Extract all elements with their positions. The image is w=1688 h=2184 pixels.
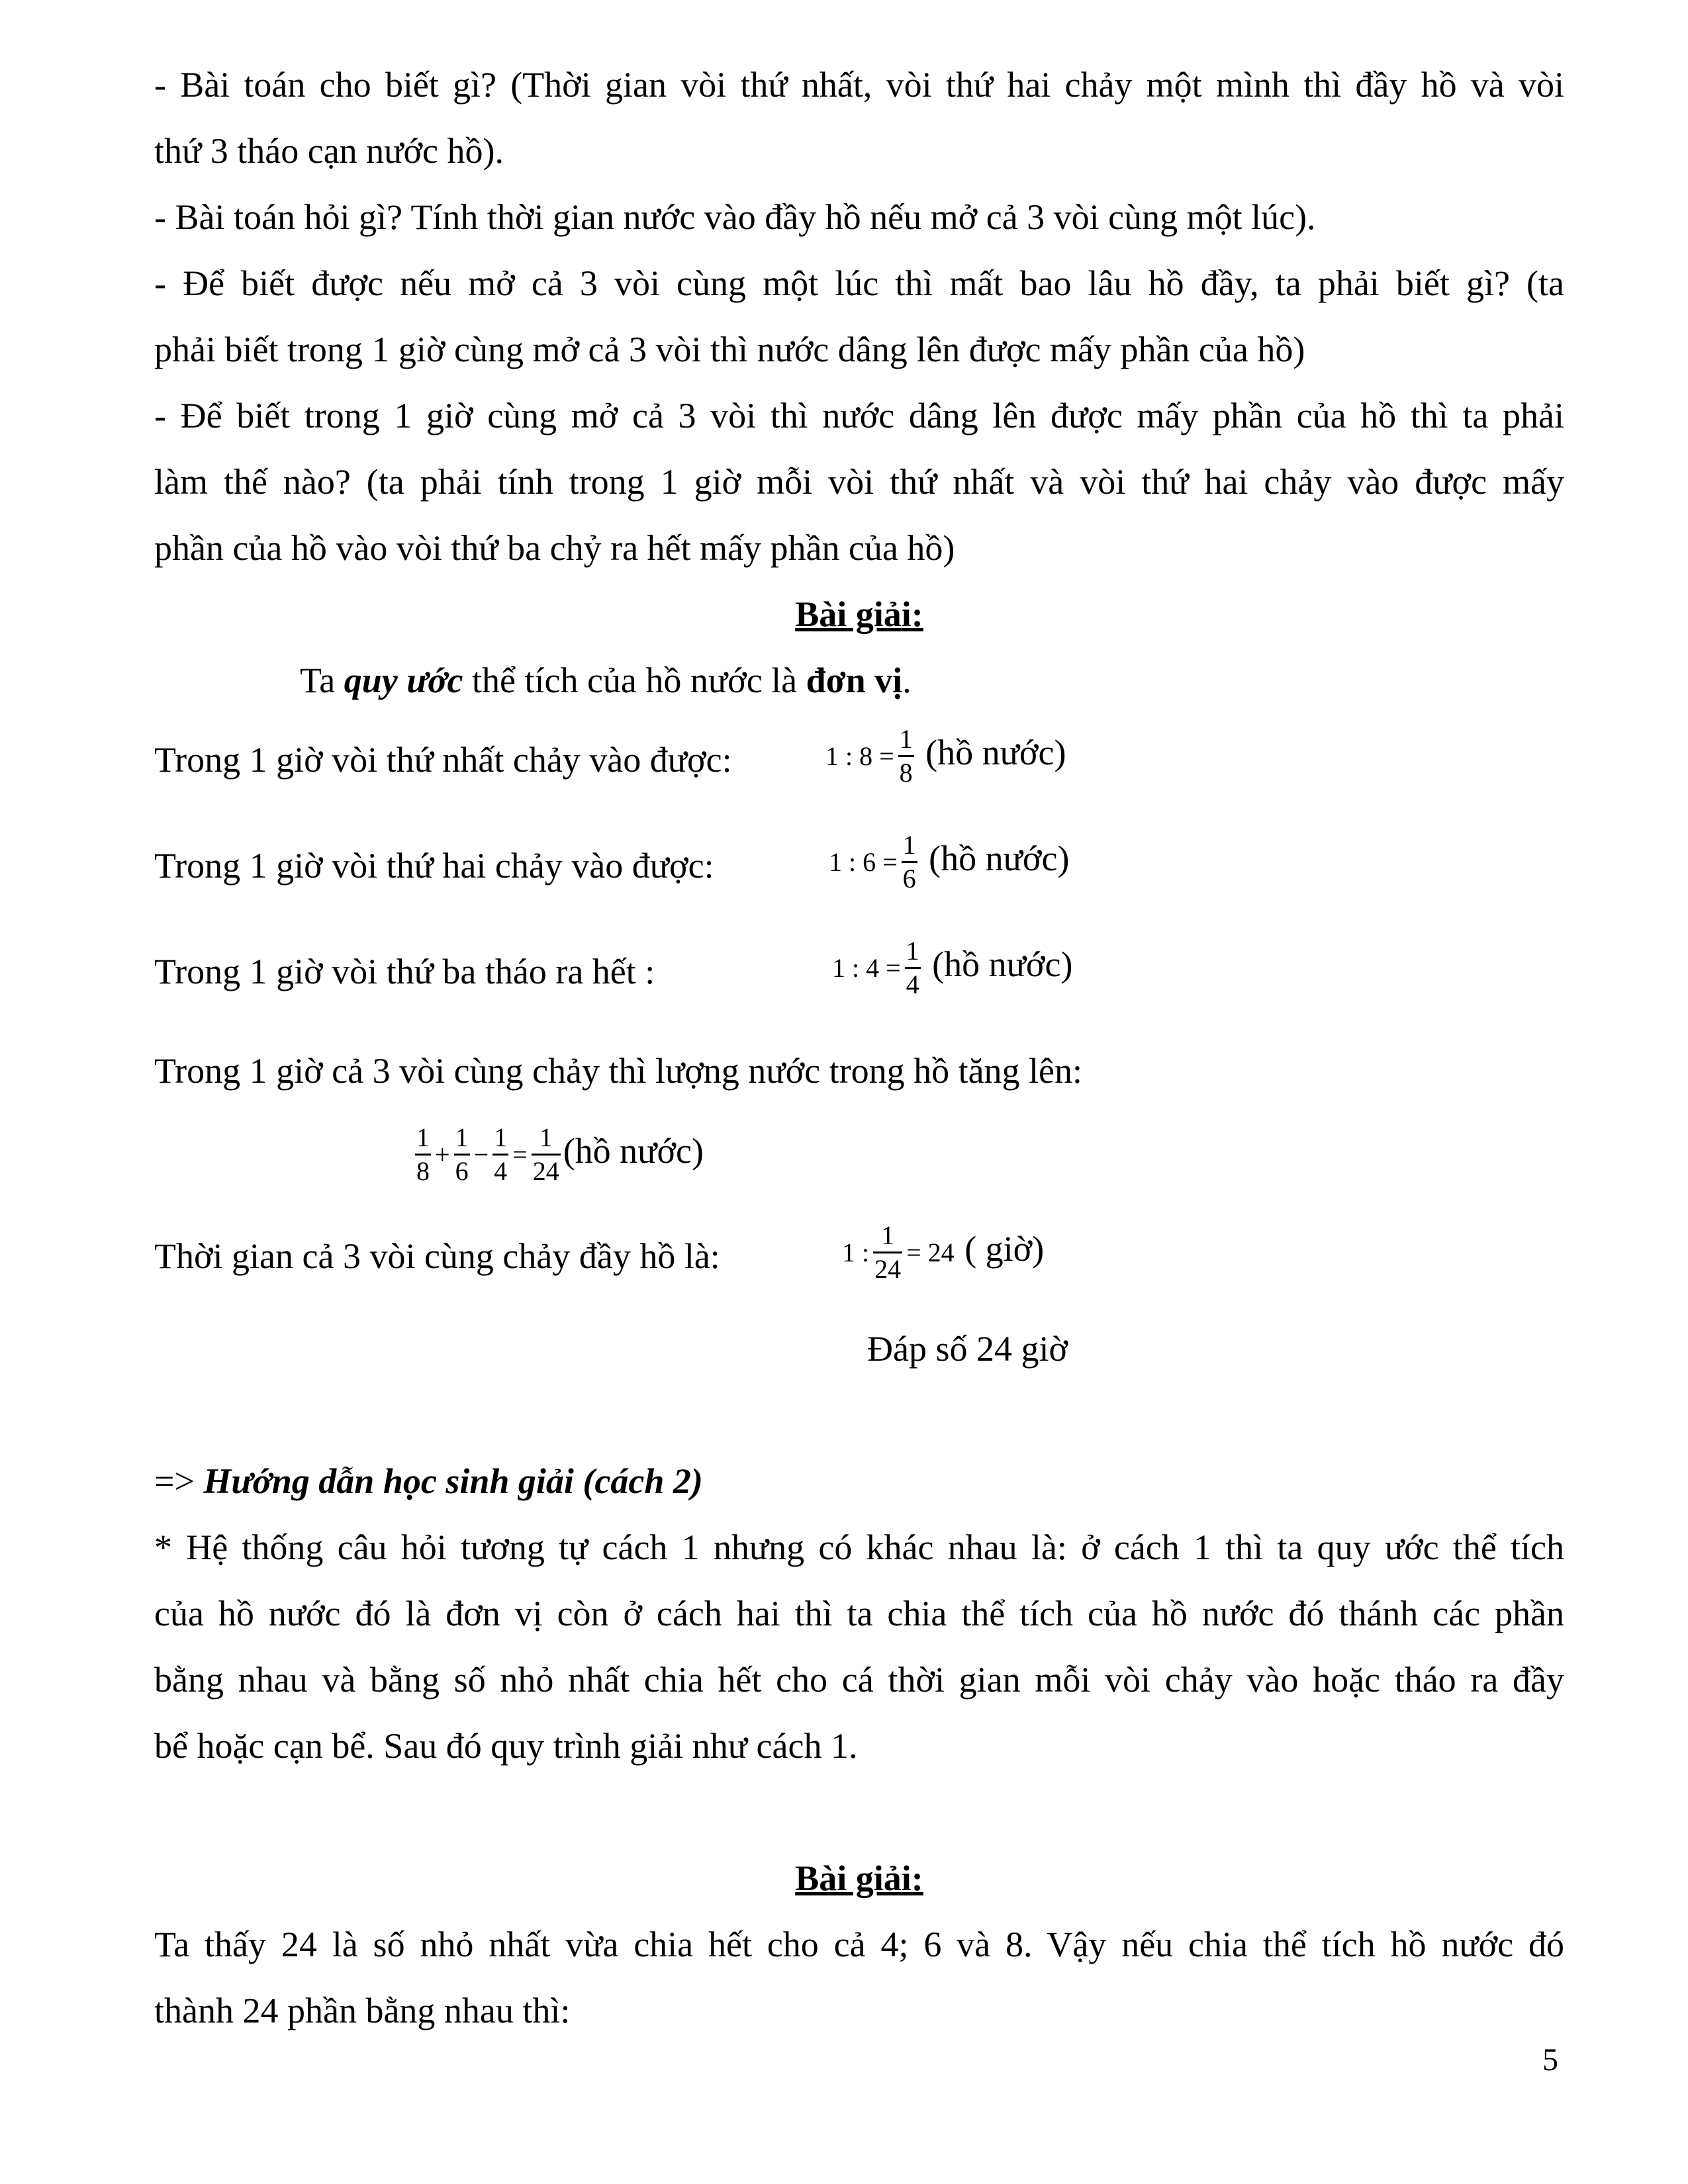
page-number: 5 xyxy=(1542,2042,1558,2077)
row2-fraction xyxy=(902,829,917,895)
row3-label: Trong 1 giờ vòi thứ ba tháo ra hết : xyxy=(154,952,655,991)
row1-fraction xyxy=(898,723,914,789)
sum-op-minus: − xyxy=(473,1139,489,1169)
convention-line xyxy=(300,657,1491,704)
sum-label: Trong 1 giờ cả 3 vòi cùng chảy thì lượng nước trong hồ tăng lên: xyxy=(154,1051,1083,1091)
time-expr-b: = 24 xyxy=(906,1237,955,1267)
row1-expr: 1 : 8 = xyxy=(825,741,894,771)
convention-period: . xyxy=(902,660,912,700)
sum-f3-den: 4 xyxy=(494,1156,508,1186)
sum-fraction-2 xyxy=(454,1122,470,1187)
intro-line-3: - Bài toán hỏi gì? Tính thời gian nước vào đầy hồ nếu mở cả 3 vòi cùng một lúc). xyxy=(154,197,1316,237)
sum-unit: (hồ nước) xyxy=(563,1130,704,1171)
convention-text-a: Ta xyxy=(300,660,344,700)
row3-fraction xyxy=(905,935,921,1001)
sum-op-equals: = xyxy=(512,1139,528,1169)
intro-line-2: thứ 3 tháo cạn nước hồ). xyxy=(154,131,504,171)
sum-f3-num: 1 xyxy=(492,1122,508,1156)
row1-label: Trong 1 giờ vòi thứ nhất chảy vào được: xyxy=(154,740,732,780)
row3-num: 1 xyxy=(905,935,921,969)
sum-f2-den: 6 xyxy=(455,1156,469,1186)
row2-num: 1 xyxy=(902,829,917,863)
sum-f1-num: 1 xyxy=(415,1122,431,1156)
sum-fraction-4 xyxy=(532,1122,561,1187)
time-label: Thời gian cả 3 vòi cùng chảy đầy hồ là: xyxy=(154,1236,720,1276)
time-math xyxy=(841,1220,1044,1285)
row3-expr: 1 : 4 = xyxy=(832,952,901,983)
solution-1-title: Bài giải: xyxy=(795,594,923,634)
solution-2-line-1: Ta thấy 24 là số nhỏ nhất vừa chia hết cho cả 4; 6 và 8. Vậy nếu chia thể tích hồ nước đó xyxy=(154,1925,1564,1964)
method-2-line-2: của hồ nước đó là đơn vị còn ở cách hai thì ta chia thể tích của hồ nước đó thánh các phần xyxy=(154,1594,1564,1633)
sum-equation xyxy=(412,1122,704,1187)
row2-math xyxy=(827,829,1069,895)
row2-den: 6 xyxy=(902,864,916,893)
solution-2-line-2: thành 24 phần bằng nhau thì: xyxy=(154,1991,571,2030)
solution-2-title: Bài giải: xyxy=(795,1858,923,1898)
row1-den: 8 xyxy=(899,758,913,788)
convention-unit: đơn vị xyxy=(806,660,903,700)
convention-emphasis: quy ước xyxy=(344,660,463,700)
sum-fraction-3 xyxy=(492,1122,508,1187)
row1-math xyxy=(824,723,1066,789)
time-den: 24 xyxy=(874,1254,902,1284)
time-expr-a: 1 : xyxy=(842,1237,870,1267)
sum-f4-den: 24 xyxy=(532,1156,559,1186)
intro-line-4: - Để biết được nếu mở cả 3 vòi cùng một lúc thì mất bao lâu hồ đầy, ta phải biết gì? (ta xyxy=(154,263,1564,303)
sum-f2-num: 1 xyxy=(454,1122,470,1156)
method-2-heading xyxy=(154,1458,1564,1504)
method-2-title: Hướng dẫn học sinh giải (cách 2) xyxy=(203,1461,703,1501)
sum-f4-num: 1 xyxy=(532,1122,561,1156)
sum-op-plus: + xyxy=(435,1139,450,1169)
row3-unit: (hồ nước) xyxy=(932,944,1073,984)
sum-f1-den: 8 xyxy=(416,1156,430,1186)
intro-line-1: - Bài toán cho biết gì? (Thời gian vòi thứ nhất, vòi thứ hai chảy một mình thì đầy hồ và vòi xyxy=(154,65,1564,105)
row2-unit: (hồ nước) xyxy=(929,838,1070,878)
time-num: 1 xyxy=(873,1220,902,1253)
time-unit: ( giờ) xyxy=(964,1228,1045,1269)
row2-expr: 1 : 6 = xyxy=(829,846,898,877)
row3-den: 4 xyxy=(906,970,919,999)
method-2-line-3: bằng nhau và bằng số nhỏ nhất chia hết cho cá thời gian mỗi vòi chảy vào hoặc tháo ra đầy xyxy=(154,1660,1564,1700)
row3-math xyxy=(831,935,1072,1001)
row1-unit: (hồ nước) xyxy=(925,732,1066,772)
method-2-arrow: => xyxy=(154,1461,204,1501)
answer: Đáp số 24 giờ xyxy=(867,1329,1068,1369)
intro-line-6: - Để biết trong 1 giờ cùng mở cả 3 vòi thì nước dâng lên được mấy phần của hồ thì ta phải xyxy=(154,396,1564,435)
row1-num: 1 xyxy=(898,723,914,757)
sum-fraction-1 xyxy=(415,1122,431,1187)
method-2-line-4: bể hoặc cạn bể. Sau đó quy trình giải như cách 1. xyxy=(154,1726,858,1766)
time-fraction xyxy=(873,1220,902,1285)
intro-line-5: phải biết trong 1 giờ cùng mở cả 3 vòi thì nước dâng lên được mấy phần của hồ) xyxy=(154,330,1305,369)
convention-text-c: thể tích của hồ nước là xyxy=(463,660,806,700)
intro-line-7: làm thế nào? (ta phải tính trong 1 giờ mỗi vòi thứ nhất và vòi thứ hai chảy vào được mấy xyxy=(154,462,1564,502)
row2-label: Trong 1 giờ vòi thứ hai chảy vào được: xyxy=(154,846,714,886)
method-2-line-1: * Hệ thống câu hỏi tương tự cách 1 nhưng có khác nhau là: ở cách 1 thì ta quy ước thể tích xyxy=(154,1527,1564,1567)
intro-line-8: phần của hồ vào vòi thứ ba chỷ ra hết mấy phần của hồ) xyxy=(154,528,955,568)
